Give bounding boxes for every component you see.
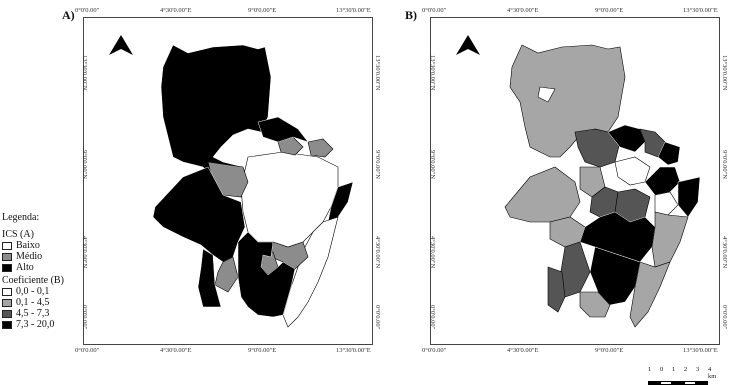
- legend-swatch: [2, 288, 12, 296]
- map-a: [83, 17, 373, 345]
- legend-item: Alto: [2, 262, 64, 273]
- tick-left: 13°30'0.00"N: [81, 55, 88, 91]
- tick-left: 0°0'0.00": [81, 305, 88, 330]
- tick-bottom: 4°30'0.00"E: [160, 347, 192, 354]
- legend-item: 7,3 - 20,0: [2, 319, 64, 330]
- region: [615, 157, 650, 185]
- tick-top: 13°30'0.00"E: [336, 7, 371, 14]
- tick-bottom: 13°30'0.00"E: [336, 347, 371, 354]
- region: [308, 139, 333, 157]
- tick-bottom: 9°0'0.00"E: [248, 347, 277, 354]
- tick-top: 9°0'0.00"E: [248, 7, 277, 14]
- tick-right: 4°30'0.00"N: [721, 236, 728, 269]
- tick-bottom: 0°0'0.00": [422, 347, 447, 354]
- tick-right: 4°30'0.00"N: [374, 236, 381, 269]
- legend-item: Médio: [2, 251, 64, 262]
- legend-item: Baixo: [2, 240, 64, 251]
- north-arrow: [456, 35, 480, 55]
- tick-top: 13°30'0.00"E: [683, 7, 718, 14]
- tick-left: 13°30'0.00"N: [429, 55, 436, 91]
- legend-group-b-heading: Coeficiente (B): [2, 275, 64, 286]
- region: [505, 167, 580, 222]
- tick-right: 13°30'0.00"N: [721, 55, 728, 91]
- tick-bottom: 4°30'0.00"E: [507, 347, 539, 354]
- legend-item: 4,5 - 7,3: [2, 308, 64, 319]
- north-arrow: [109, 35, 133, 55]
- tick-top: 0°0'0.00": [422, 7, 447, 14]
- scale-label: 2: [684, 366, 688, 373]
- tick-top: 9°0'0.00"E: [595, 7, 624, 14]
- panel-a-label: A): [62, 8, 75, 22]
- region: [645, 167, 680, 195]
- tick-bottom: 9°0'0.00"E: [595, 347, 624, 354]
- legend-group-a-heading: ICS (A): [2, 229, 34, 240]
- panel-b-label: B): [405, 8, 417, 22]
- tick-top: 0°0'0.00": [75, 7, 100, 14]
- legend-swatch: [2, 299, 12, 307]
- legend-swatch: [2, 321, 12, 329]
- legend-item: 0,1 - 4,5: [2, 297, 64, 308]
- tick-left: 9°0'0.00"N: [81, 150, 88, 179]
- region: [678, 177, 700, 217]
- region: [548, 267, 565, 312]
- scale-bar: [648, 366, 720, 385]
- tick-left: 0°0'0.00": [429, 305, 436, 330]
- map-b: [430, 17, 720, 345]
- tick-bottom: 0°0'0.00": [75, 347, 100, 354]
- legend-swatch: [2, 253, 12, 261]
- tick-right: 9°0'0.00"N: [374, 150, 381, 179]
- region: [215, 257, 238, 292]
- scale-label: 3: [696, 366, 700, 373]
- tick-right: 9°0'0.00"N: [721, 150, 728, 179]
- legend-item: 0,0 - 0,1: [2, 286, 64, 297]
- region: [655, 192, 678, 215]
- legend-swatch: [2, 264, 12, 272]
- region: [560, 242, 590, 297]
- tick-left: 4°30'0.00"N: [429, 236, 436, 269]
- tick-left: 4°30'0.00"N: [81, 236, 88, 269]
- scale-label: 1: [672, 366, 676, 373]
- region: [652, 212, 688, 267]
- legend-swatch: [2, 242, 12, 250]
- tick-top: 4°30'0.00"E: [507, 7, 539, 14]
- tick-left: 9°0'0.00"N: [429, 150, 436, 179]
- tick-right: 0°0'0.00": [721, 305, 728, 330]
- tick-top: 4°30'0.00"E: [160, 7, 192, 14]
- legend: [2, 212, 64, 330]
- tick-right: 0°0'0.00": [374, 305, 381, 330]
- tick-bottom: 13°30'0.00"E: [683, 347, 718, 354]
- tick-right: 13°30'0.00"N: [374, 55, 381, 91]
- scale-label: 1: [648, 366, 652, 373]
- scale-label: 0: [660, 366, 664, 373]
- legend-title: Legenda:: [2, 212, 40, 223]
- legend-swatch: [2, 310, 12, 318]
- scale-label: 4 km: [708, 366, 717, 380]
- region: [258, 117, 308, 142]
